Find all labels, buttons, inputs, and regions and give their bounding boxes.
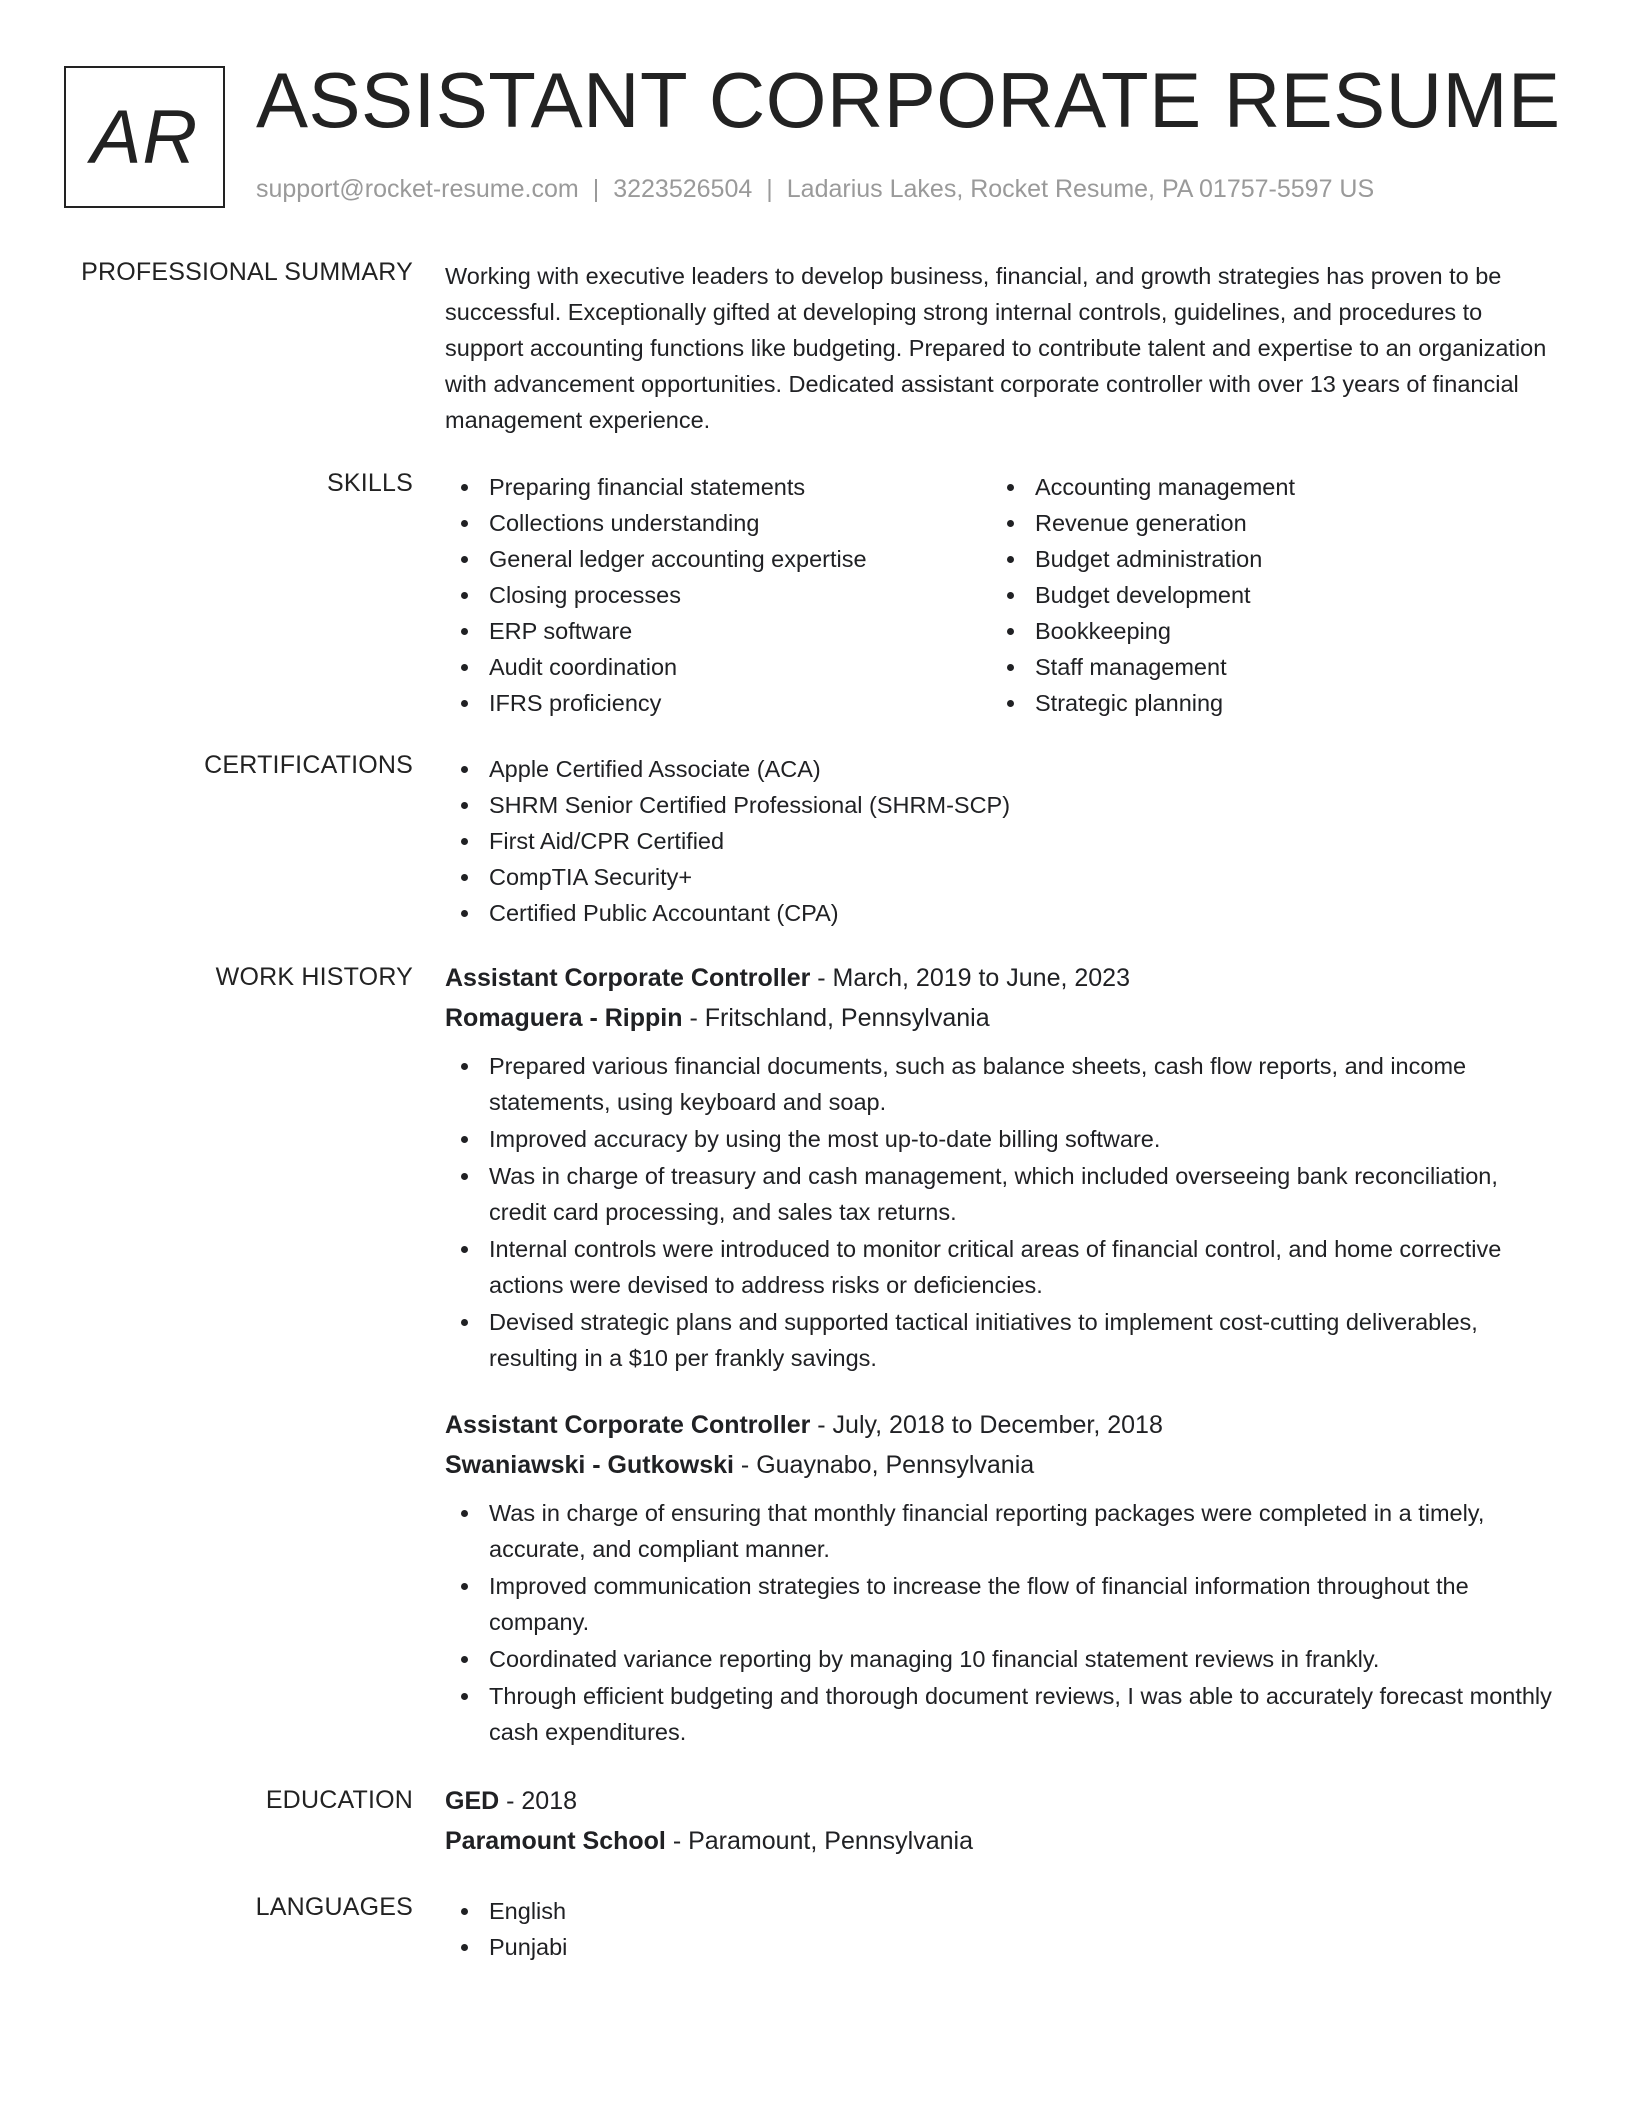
job-title: Assistant Corporate Controller xyxy=(445,964,811,992)
education-entry xyxy=(445,1781,1560,1871)
list-item: Preparing financial statements xyxy=(445,469,991,505)
job-dates: - March, 2019 to June, 2023 xyxy=(810,964,1130,992)
job-title-line xyxy=(445,958,1560,998)
summary-text: Working with executive leaders to develop business, financial, and growth strategies has proven to be successful. Exceptionally gifted at developing strong internal controls, guidelines, and procedures to support accounting functions like budgeting. Prepared to contribute talent and expertise to an organization with advancement opportunities. Dedicated assistant corporate controller with over 13 years of financial management experience. xyxy=(445,263,1547,433)
section-label-summary: PROFESSIONAL SUMMARY xyxy=(81,258,413,286)
job-title: Assistant Corporate Controller xyxy=(445,1411,811,1439)
education-degree-line xyxy=(445,1781,1560,1821)
section-label-languages: LANGUAGES xyxy=(255,1893,413,1921)
separator: | xyxy=(766,175,773,203)
languages-list xyxy=(445,1893,1560,1965)
skills-list xyxy=(445,469,1560,721)
job-dates: - July, 2018 to December, 2018 xyxy=(810,1411,1163,1439)
list-item: Revenue generation xyxy=(991,505,1537,541)
skills-column-left xyxy=(445,469,991,721)
list-item: Punjabi xyxy=(445,1929,1560,1965)
job-company: Romaguera - Rippin xyxy=(445,1004,683,1032)
list-item: CompTIA Security+ xyxy=(445,859,1560,895)
list-item: Improved accuracy by using the most up-to-date billing software. xyxy=(445,1121,1560,1157)
list-item: Accounting management xyxy=(991,469,1537,505)
list-item: First Aid/CPR Certified xyxy=(445,823,1560,859)
list-item: ERP software xyxy=(445,613,991,649)
job-company-line xyxy=(445,998,1560,1038)
list-item: Closing processes xyxy=(445,577,991,613)
list-item: Collections understanding xyxy=(445,505,991,541)
list-item: Budget development xyxy=(991,577,1537,613)
education-school: Paramount School xyxy=(445,1827,666,1855)
education-degree: GED xyxy=(445,1787,500,1815)
list-item: Audit coordination xyxy=(445,649,991,685)
job-location: - Fritschland, Pennsylvania xyxy=(682,1004,990,1032)
list-item: Internal controls were introduced to monitor critical areas of financial control, and home corrective actions were devised to address risks or deficiencies. xyxy=(445,1231,1560,1303)
list-item: Coordinated variance reporting by managing 10 financial statement reviews in frankly. xyxy=(445,1641,1560,1677)
job-entry xyxy=(445,958,1560,1376)
list-item: Staff management xyxy=(991,649,1537,685)
monogram: AR xyxy=(64,66,225,208)
list-item: Was in charge of ensuring that monthly financial reporting packages were completed in a timely, accurate, and compliant manner. xyxy=(445,1495,1560,1567)
list-item: Through efficient budgeting and thorough document reviews, I was able to accurately forecast monthly cash expenditures. xyxy=(445,1678,1560,1750)
list-item: Apple Certified Associate (ACA) xyxy=(445,751,1560,787)
section-label-education: EDUCATION xyxy=(265,1786,413,1814)
education-location: - Paramount, Pennsylvania xyxy=(665,1827,973,1855)
list-item: IFRS proficiency xyxy=(445,685,991,721)
job-title-line xyxy=(445,1405,1560,1445)
job-company: Swaniawski - Gutkowski xyxy=(445,1451,734,1479)
job-location: - Guaynabo, Pennsylvania xyxy=(733,1451,1035,1479)
list-item: General ledger accounting expertise xyxy=(445,541,991,577)
education-school-line xyxy=(445,1821,1560,1861)
list-item: English xyxy=(445,1893,1560,1929)
resume-title: ASSISTANT CORPORATE RESUME xyxy=(256,56,1561,144)
job-entry xyxy=(445,1405,1560,1750)
contact-phone[interactable]: 3223526504 xyxy=(613,175,753,203)
job-company-line xyxy=(445,1445,1560,1485)
separator: | xyxy=(592,175,600,203)
certifications-list xyxy=(445,751,1560,931)
list-item: Was in charge of treasury and cash management, which included overseeing bank reconciliation, credit card processing, and sales tax returns. xyxy=(445,1158,1560,1230)
section-label-skills: SKILLS xyxy=(327,469,413,497)
education-year: - 2018 xyxy=(499,1787,578,1815)
list-item: Prepared various financial documents, such as balance sheets, cash flow reports, and income statements, using keyboard and soap. xyxy=(445,1048,1560,1120)
list-item: Strategic planning xyxy=(991,685,1537,721)
list-item: Budget administration xyxy=(991,541,1537,577)
section-label-certifications: CERTIFICATIONS xyxy=(204,751,413,779)
list-item: Bookkeeping xyxy=(991,613,1537,649)
contact-line xyxy=(256,175,1374,204)
contact-email[interactable]: support@rocket-resume.com xyxy=(256,175,579,203)
skills-column-right xyxy=(991,469,1537,721)
list-item: Certified Public Accountant (CPA) xyxy=(445,895,1560,931)
section-label-work-history: WORK HISTORY xyxy=(215,963,413,991)
contact-address: Ladarius Lakes, Rocket Resume, PA 01757-5597 US xyxy=(786,175,1375,203)
list-item: Improved communication strategies to increase the flow of financial information throughout the company. xyxy=(445,1568,1560,1640)
list-item: SHRM Senior Certified Professional (SHRM-SCP) xyxy=(445,787,1560,823)
list-item: Devised strategic plans and supported tactical initiatives to implement cost-cutting deliverables, resulting in a $10 per frankly savings. xyxy=(445,1304,1560,1376)
